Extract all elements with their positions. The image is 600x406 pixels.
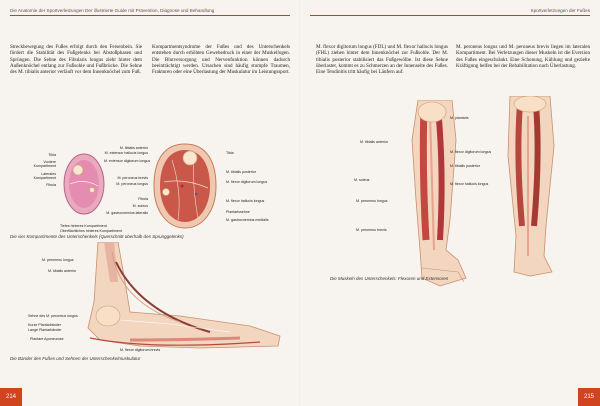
page-number-left: 214 (0, 388, 22, 406)
header-rule (310, 15, 590, 16)
lower-leg-back-view-illustration (500, 96, 560, 278)
foot-side-view-illustration (60, 242, 290, 352)
header-rule (10, 15, 290, 16)
foot-bottom-label: M. flexor digitorum brevis (120, 348, 161, 352)
small-cross-section-illustration (60, 148, 108, 220)
lower-leg-front-view-illustration (400, 100, 470, 290)
figure-caption-1: Die vier Kompartimente des Unterschenkels (Querschnitt oberhalb des Sprunggelenks) (10, 234, 184, 239)
running-header: Sportverletzungen der Fußes (530, 8, 590, 13)
figure-caption: Die Muskeln des Unterschenkels: Flexoren und Extensoren (330, 276, 449, 281)
body-text-column-1: Streckbewegung des Fußes erfolgt durch den Fersenbein. Sie fördert die Stabilität des Fußgelenks bei Abstoßphasen und Sprüngen. Die Sehne des Fibularis longus zieht hinter dem Außenknöchel entlang zur Fußsohle und Fußbrücke. Die Sehne des M. tibialis anterior verläuft vor dem Innenknöchel zum Fuß. (10, 44, 142, 76)
body-text-column-2: M. peroneus longus und M. peroneus brevis liegen im lateralen Kompartiment. Bei Verletzungen dieser Muskeln ist die Eversion des Fußes eingeschränkt. Eine Schonung, Kühlung und gezielte Kräftigung helfen bei der Rehabilitation nach Überlastung. (456, 44, 590, 69)
right-page: Sportverletzungen der Fußes M. flexor digitorum longus (FDL) und M. flexor hallucis longus (FHL) ziehen hinter dem Innenknöchel zur Fußsohle. Der M. tibialis posterior stabilisiert das Fußgewölbe. Ist diese Sehne überlastet, kommt es zu Schmerzen an der Innenseite des Fußes. Eine Tendinitis tritt häufig bei Läufern auf. M. peroneus longus und M. peroneus brevis liegen im lateralen Kompartiment. Bei Verletzungen dieser Muskeln ist die Eversion des Fußes eingeschränkt. Eine Schonung, Kühlung und gezielte Kräftigung helfen bei der Rehabilitation nach Überlastung. M. tibialis anterior M. soleus M. peroneus longus M. peroneus brevis M. plantaris M. flexor digitorum longus M. tibialis posterior M. flexor hallucis longus Die Muskeln des Unterschenkels: Flexoren und Extensoren 215 (300, 0, 600, 406)
body-text-column-2: Kompartmentsyndrome der Fußes und des Unterschenkels entstehen durch erhöhten Gewebedruck in einer der Muskellogen. Die Blutversorgung und Nervenfunktion können dadurch beeinträchtigt werden. Ursachen sind häufig stumpfe Traumen, Frakturen oder eine Überlastung der Muskulatur im Leistungssport. (152, 44, 290, 76)
running-header: Die Anatomie der Sportverletzungen Der illustrierte Guide mit Prävention, Diagnose und Behandlung (10, 8, 215, 13)
figure-caption-2: Die Bänder des Fußes und Sehnen der Unterschenkelmuskulatur (10, 356, 141, 361)
body-text-column-1: M. flexor digitorum longus (FDL) und M. flexor hallucis longus (FHL) ziehen hinter dem Innenknöchel zur Fußsohle. Der M. tibialis posterior stabilisiert das Fußgewölbe. Ist diese Sehne überlastet, kommt es zu Schmerzen an der Innenseite des Fußes. Eine Tendinitis tritt häufig bei Läufern auf. (316, 44, 448, 76)
left-page: Die Anatomie der Sportverletzungen Der illustrierte Guide mit Prävention, Diagnose und Behandlung Streckbewegung des Fußes erfolgt durch den Fersenbein. Sie fördert die Stabilität des Fußgelenks bei Abstoßphasen und Sprüngen. Die Sehne des Fibularis longus zieht hinter dem Außenknöchel entlang zur Fußsohle und Fußbrücke. Die Sehne des M. tibialis anterior verläuft vor dem Innenknöchel zum Fuß. Kompartmentsyndrome der Fußes und des Unterschenkels entstehen durch erhöhten Gewebedruck in einer der Muskellogen. Die Blutversorgung und Nervenfunktion können dadurch beeinträchtigt werden. Ursachen sind häufig stumpfe Traumen, Frakturen oder eine Überlastung der Muskulatur im Leistungssport. Tibia Vordere Kompartiment Laterales Kompartiment Fibula Tiefes hinteres Kompartiment Oberflächliches hinteres Kompartiment M. tibialis anterior M. extensor hallucis longus M. extensor digitorum longus M. peroneus brevis M. peroneus longus Fibula M. soleus M. gastrocnemius lateralis Tibia M. tibialis posterior M. flexor digitorum longus M. flexor hallucis longus Plantarissehne M. gastrocnemius medialis Die vier Kompartimente des Unterschenkels (Querschnitt oberhalb des Sprunggelenks) M. peroneus longus M. tibialis anterior Sehne des M. peroneus longus Kurze Plantarbänder Lange Plantarbänder Plantare Aponeurose M. flexor digitorum brevis Die Bänder des Fußes und Sehnen der Unterschenkelmuskulatur 214 (0, 0, 300, 406)
large-cross-section-illustration (152, 142, 218, 230)
page-number-right: 215 (578, 388, 600, 406)
